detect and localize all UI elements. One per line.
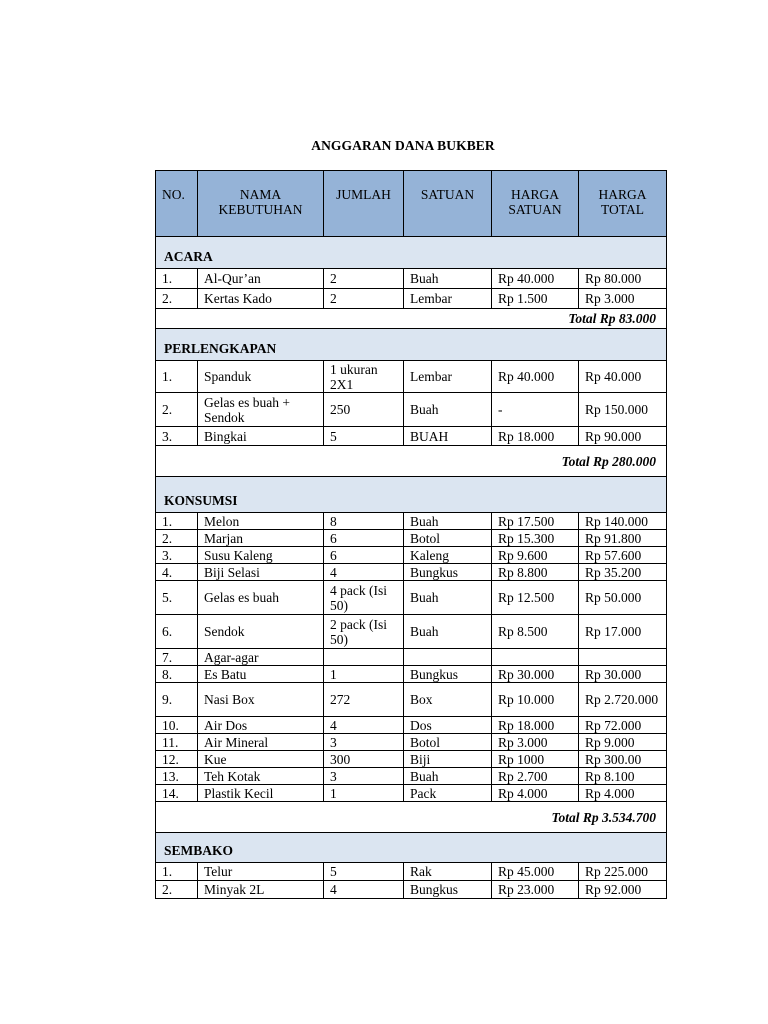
section-total-row bbox=[156, 309, 667, 329]
header-no: NO. bbox=[156, 171, 198, 237]
cell-harga-total: Rp 90.000 bbox=[579, 427, 667, 446]
cell-no: 2. bbox=[156, 530, 198, 547]
cell-nama-kebutuhan: Gelas es buah bbox=[198, 581, 324, 615]
cell-jumlah: 3 bbox=[324, 768, 404, 785]
cell-jumlah: 5 bbox=[324, 863, 404, 881]
cell-jumlah: 2 bbox=[324, 289, 404, 309]
cell-harga-total: Rp 80.000 bbox=[579, 269, 667, 289]
cell-satuan: BUAH bbox=[404, 427, 492, 446]
table-header-row bbox=[156, 171, 667, 237]
cell-satuan bbox=[404, 649, 492, 666]
cell-harga-total: Rp 4.000 bbox=[579, 785, 667, 802]
table-row bbox=[156, 751, 667, 768]
page-title: ANGGARAN DANA BUKBER bbox=[311, 138, 495, 153]
section-title: PERLENGKAPAN bbox=[156, 329, 667, 361]
cell-satuan: Lembar bbox=[404, 361, 492, 393]
cell-nama-kebutuhan: Gelas es buah + Sendok bbox=[198, 393, 324, 427]
cell-jumlah bbox=[324, 649, 404, 666]
cell-no: 2. bbox=[156, 881, 198, 899]
cell-jumlah: 4 bbox=[324, 564, 404, 581]
cell-nama-kebutuhan: Plastik Kecil bbox=[198, 785, 324, 802]
cell-no: 13. bbox=[156, 768, 198, 785]
cell-nama-kebutuhan: Air Dos bbox=[198, 717, 324, 734]
cell-harga-total: Rp 40.000 bbox=[579, 361, 667, 393]
section-total-row bbox=[156, 802, 667, 833]
cell-jumlah: 250 bbox=[324, 393, 404, 427]
table-row bbox=[156, 683, 667, 717]
cell-nama-kebutuhan: Teh Kotak bbox=[198, 768, 324, 785]
cell-satuan: Buah bbox=[404, 269, 492, 289]
table-row bbox=[156, 734, 667, 751]
cell-harga-total: Rp 8.100 bbox=[579, 768, 667, 785]
section-row-konsumsi bbox=[156, 477, 667, 513]
cell-satuan: Biji bbox=[404, 751, 492, 768]
cell-no: 1. bbox=[156, 269, 198, 289]
cell-harga-satuan: Rp 17.500 bbox=[492, 513, 579, 530]
cell-satuan: Box bbox=[404, 683, 492, 717]
cell-harga-satuan: Rp 23.000 bbox=[492, 881, 579, 899]
table-row bbox=[156, 785, 667, 802]
cell-harga-satuan: Rp 15.300 bbox=[492, 530, 579, 547]
section-row-perlengkapan bbox=[156, 329, 667, 361]
section-row-acara bbox=[156, 237, 667, 269]
cell-harga-satuan: Rp 40.000 bbox=[492, 361, 579, 393]
cell-nama-kebutuhan: Spanduk bbox=[198, 361, 324, 393]
table-row bbox=[156, 615, 667, 649]
cell-harga-satuan bbox=[492, 649, 579, 666]
cell-satuan: Buah bbox=[404, 615, 492, 649]
cell-harga-satuan: Rp 8.500 bbox=[492, 615, 579, 649]
cell-harga-satuan: Rp 18.000 bbox=[492, 717, 579, 734]
table-row bbox=[156, 649, 667, 666]
cell-satuan: Bungkus bbox=[404, 881, 492, 899]
cell-nama-kebutuhan: Biji Selasi bbox=[198, 564, 324, 581]
section-title: SEMBAKO bbox=[156, 833, 667, 863]
cell-nama-kebutuhan: Susu Kaleng bbox=[198, 547, 324, 564]
cell-satuan: Kaleng bbox=[404, 547, 492, 564]
cell-harga-satuan: Rp 30.000 bbox=[492, 666, 579, 683]
section-total: Total Rp 280.000 bbox=[156, 446, 667, 477]
header-harga-satuan: HARGA SATUAN bbox=[492, 171, 579, 237]
cell-nama-kebutuhan: Al-Qur’an bbox=[198, 269, 324, 289]
cell-satuan: Lembar bbox=[404, 289, 492, 309]
table-row bbox=[156, 513, 667, 530]
section-total-row bbox=[156, 446, 667, 477]
section-title: ACARA bbox=[156, 237, 667, 269]
cell-nama-kebutuhan: Kertas Kado bbox=[198, 289, 324, 309]
table-row bbox=[156, 581, 667, 615]
cell-harga-satuan: Rp 4.000 bbox=[492, 785, 579, 802]
cell-harga-satuan: Rp 1.500 bbox=[492, 289, 579, 309]
cell-nama-kebutuhan: Marjan bbox=[198, 530, 324, 547]
cell-nama-kebutuhan: Nasi Box bbox=[198, 683, 324, 717]
cell-harga-satuan: Rp 40.000 bbox=[492, 269, 579, 289]
cell-jumlah: 4 bbox=[324, 881, 404, 899]
table-row bbox=[156, 530, 667, 547]
budget-table bbox=[155, 170, 667, 899]
cell-no: 12. bbox=[156, 751, 198, 768]
cell-jumlah: 1 bbox=[324, 785, 404, 802]
cell-harga-satuan: - bbox=[492, 393, 579, 427]
cell-no: 9. bbox=[156, 683, 198, 717]
cell-harga-total: Rp 91.800 bbox=[579, 530, 667, 547]
cell-harga-total: Rp 17.000 bbox=[579, 615, 667, 649]
cell-harga-satuan: Rp 45.000 bbox=[492, 863, 579, 881]
cell-nama-kebutuhan: Melon bbox=[198, 513, 324, 530]
cell-harga-total: Rp 35.200 bbox=[579, 564, 667, 581]
cell-harga-satuan: Rp 2.700 bbox=[492, 768, 579, 785]
cell-nama-kebutuhan: Air Mineral bbox=[198, 734, 324, 751]
header-nama-kebutuhan: NAMA KEBUTUHAN bbox=[198, 171, 324, 237]
cell-harga-total: Rp 225.000 bbox=[579, 863, 667, 881]
cell-harga-total: Rp 2.720.000 bbox=[579, 683, 667, 717]
cell-satuan: Dos bbox=[404, 717, 492, 734]
cell-satuan: Botol bbox=[404, 530, 492, 547]
section-row-sembako bbox=[156, 833, 667, 863]
cell-harga-satuan: Rp 10.000 bbox=[492, 683, 579, 717]
cell-harga-satuan: Rp 9.600 bbox=[492, 547, 579, 564]
header-harga-total: HARGA TOTAL bbox=[579, 171, 667, 237]
cell-no: 7. bbox=[156, 649, 198, 666]
cell-no: 3. bbox=[156, 427, 198, 446]
table-row bbox=[156, 547, 667, 564]
cell-no: 4. bbox=[156, 564, 198, 581]
header-satuan: SATUAN bbox=[404, 171, 492, 237]
table-row bbox=[156, 269, 667, 289]
cell-jumlah: 272 bbox=[324, 683, 404, 717]
cell-no: 2. bbox=[156, 289, 198, 309]
cell-jumlah: 6 bbox=[324, 530, 404, 547]
table-row bbox=[156, 393, 667, 427]
cell-harga-total: Rp 150.000 bbox=[579, 393, 667, 427]
cell-jumlah: 2 pack (Isi 50) bbox=[324, 615, 404, 649]
table-row bbox=[156, 717, 667, 734]
cell-harga-satuan: Rp 18.000 bbox=[492, 427, 579, 446]
cell-no: 2. bbox=[156, 393, 198, 427]
cell-satuan: Botol bbox=[404, 734, 492, 751]
cell-jumlah: 4 pack (Isi 50) bbox=[324, 581, 404, 615]
cell-harga-total: Rp 57.600 bbox=[579, 547, 667, 564]
cell-harga-satuan: Rp 3.000 bbox=[492, 734, 579, 751]
section-total: Total Rp 83.000 bbox=[156, 309, 667, 329]
cell-harga-satuan: Rp 8.800 bbox=[492, 564, 579, 581]
cell-nama-kebutuhan: Es Batu bbox=[198, 666, 324, 683]
cell-harga-total: Rp 30.000 bbox=[579, 666, 667, 683]
table-row bbox=[156, 768, 667, 785]
cell-satuan: Bungkus bbox=[404, 564, 492, 581]
cell-nama-kebutuhan: Minyak 2L bbox=[198, 881, 324, 899]
cell-harga-total: Rp 50.000 bbox=[579, 581, 667, 615]
cell-satuan: Pack bbox=[404, 785, 492, 802]
table-row bbox=[156, 361, 667, 393]
section-total: Total Rp 3.534.700 bbox=[156, 802, 667, 833]
cell-no: 10. bbox=[156, 717, 198, 734]
cell-satuan: Buah bbox=[404, 581, 492, 615]
cell-jumlah: 1 ukuran 2X1 bbox=[324, 361, 404, 393]
cell-no: 1. bbox=[156, 863, 198, 881]
table-row bbox=[156, 863, 667, 881]
section-title: KONSUMSI bbox=[156, 477, 667, 513]
cell-satuan: Buah bbox=[404, 513, 492, 530]
cell-satuan: Buah bbox=[404, 768, 492, 785]
header-jumlah: JUMLAH bbox=[324, 171, 404, 237]
cell-no: 14. bbox=[156, 785, 198, 802]
cell-harga-satuan: Rp 12.500 bbox=[492, 581, 579, 615]
cell-no: 8. bbox=[156, 666, 198, 683]
cell-jumlah: 6 bbox=[324, 547, 404, 564]
cell-nama-kebutuhan: Kue bbox=[198, 751, 324, 768]
cell-nama-kebutuhan: Bingkai bbox=[198, 427, 324, 446]
table-row bbox=[156, 289, 667, 309]
cell-jumlah: 1 bbox=[324, 666, 404, 683]
cell-harga-total: Rp 300.00 bbox=[579, 751, 667, 768]
cell-jumlah: 5 bbox=[324, 427, 404, 446]
cell-jumlah: 4 bbox=[324, 717, 404, 734]
cell-no: 1. bbox=[156, 361, 198, 393]
cell-nama-kebutuhan: Telur bbox=[198, 863, 324, 881]
cell-no: 11. bbox=[156, 734, 198, 751]
cell-no: 6. bbox=[156, 615, 198, 649]
cell-jumlah: 2 bbox=[324, 269, 404, 289]
cell-no: 3. bbox=[156, 547, 198, 564]
cell-jumlah: 300 bbox=[324, 751, 404, 768]
cell-satuan: Bungkus bbox=[404, 666, 492, 683]
table-row bbox=[156, 427, 667, 446]
cell-harga-total: Rp 9.000 bbox=[579, 734, 667, 751]
cell-harga-total: Rp 140.000 bbox=[579, 513, 667, 530]
cell-no: 1. bbox=[156, 513, 198, 530]
cell-nama-kebutuhan: Sendok bbox=[198, 615, 324, 649]
cell-nama-kebutuhan: Agar-agar bbox=[198, 649, 324, 666]
cell-no: 5. bbox=[156, 581, 198, 615]
cell-harga-total bbox=[579, 649, 667, 666]
cell-jumlah: 8 bbox=[324, 513, 404, 530]
cell-satuan: Rak bbox=[404, 863, 492, 881]
cell-jumlah: 3 bbox=[324, 734, 404, 751]
table-row bbox=[156, 564, 667, 581]
cell-harga-total: Rp 92.000 bbox=[579, 881, 667, 899]
table-body bbox=[156, 237, 667, 899]
cell-harga-satuan: Rp 1000 bbox=[492, 751, 579, 768]
cell-satuan: Buah bbox=[404, 393, 492, 427]
cell-harga-total: Rp 72.000 bbox=[579, 717, 667, 734]
cell-harga-total: Rp 3.000 bbox=[579, 289, 667, 309]
table-row bbox=[156, 666, 667, 683]
table-row bbox=[156, 881, 667, 899]
